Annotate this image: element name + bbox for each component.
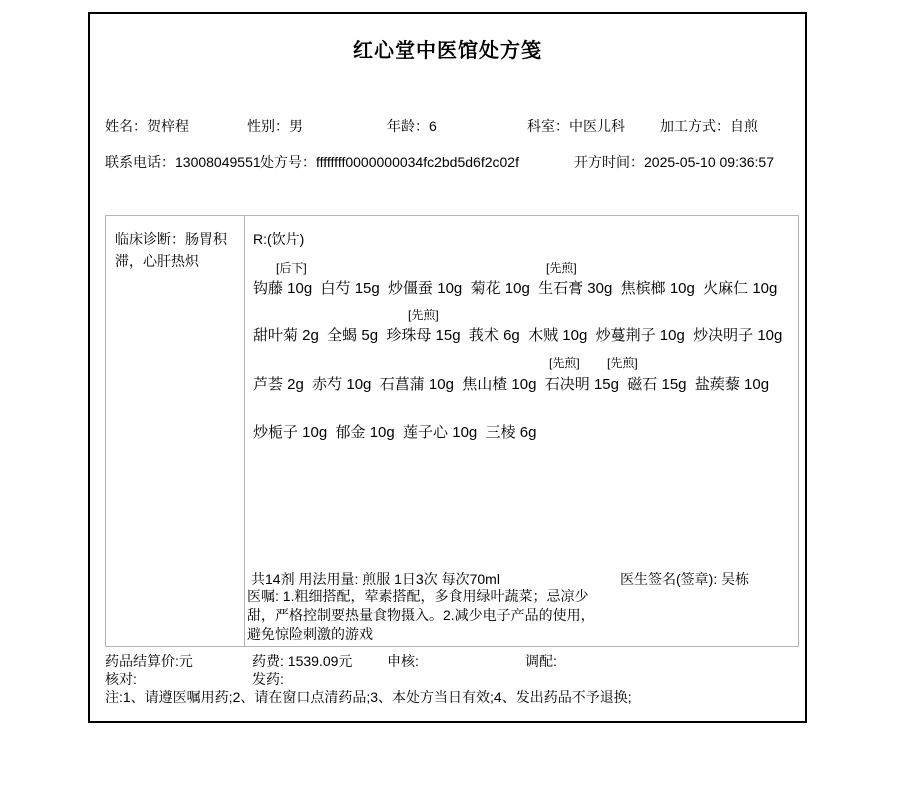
doctor-signature-label: 医生签名(签章):	[620, 571, 722, 587]
check-field	[105, 669, 137, 689]
rx-number-field	[260, 152, 519, 172]
prepare-field	[525, 651, 557, 671]
issue-time-field	[574, 152, 774, 172]
rx-number-label: 处方号：	[260, 154, 316, 170]
review-label: 申核:	[387, 653, 419, 669]
settle-price-field	[105, 651, 193, 671]
doctor-signature-field	[620, 569, 749, 589]
department-value: 中医儿科	[569, 118, 625, 134]
decoction-tag-xianjian: [先煎]	[607, 356, 638, 370]
settle-price-value: 元	[178, 653, 193, 669]
page-title: 红心堂中医馆处方笺	[353, 40, 542, 62]
usage-dosage: 共14剂 用法用量: 煎服 1日3次 每次70ml	[251, 571, 500, 587]
diagnosis-cell	[106, 216, 245, 646]
phone-label: 联系电话：	[105, 154, 175, 170]
patient-age-value: 6	[429, 118, 437, 134]
patient-name-value: 贺梓程	[147, 118, 189, 134]
clinical-diagnosis: 临床诊断：肠胃积滞，心肝热炽	[115, 231, 227, 269]
dispense-label: 发药:	[252, 671, 284, 687]
annotation-line	[246, 354, 798, 371]
fee-field	[252, 651, 352, 671]
settle-price-label: 药品结算价:	[105, 653, 179, 669]
patient-name-label: 姓名：	[105, 118, 147, 134]
patient-name-field	[105, 116, 189, 136]
dispense-field	[252, 669, 284, 689]
patient-age-label: 年龄：	[387, 118, 429, 134]
patient-gender-value: 男	[289, 118, 303, 134]
rx-cell	[246, 216, 798, 646]
drug-line-1: 钩藤 10g 白芍 15g 炒僵蚕 10g 菊花 10g 生石膏 30g 焦槟榔 10g 火麻仁 10g	[253, 280, 778, 297]
doctor-signature-value: 吴栋	[721, 571, 750, 587]
drug-line-3: 芦荟 2g 赤芍 10g 石菖蒲 10g 焦山楂 10g 石决明 15g 磁石 15g 盐蒺藜 10g	[253, 376, 770, 393]
annotation-line	[246, 306, 798, 323]
decoction-tag-xianjian: [先煎]	[549, 356, 580, 370]
phone-value: 13008049551	[175, 154, 261, 170]
medical-advice: 医嘱: 1.粗细搭配，荤素搭配，多食用绿叶蔬菜；忌凉少甜，严格控制要热量食物摄入。2.减少电子产品的使用，避免惊险刺激的游戏	[247, 588, 595, 642]
phone-field	[105, 152, 261, 172]
prescription-box	[105, 215, 799, 647]
decoction-tag-xianjian: [先煎]	[408, 308, 439, 322]
decoction-tag-xianjian: [先煎]	[546, 261, 577, 275]
issue-time-label: 开方时间：	[574, 154, 644, 170]
footer-note: 注:1、请遵医嘱用药;2、请在窗口点清药品;3、本处方当日有效;4、发出药品不予退换;	[105, 689, 632, 705]
drug-line-2: 甜叶菊 2g 全蝎 5g 珍珠母 15g 莪术 6g 木贼 10g 炒蔓荆子 10g 炒决明子 10g	[253, 327, 783, 344]
processing-method-label: 加工方式：	[660, 118, 730, 134]
fee-label: 药费:	[252, 653, 288, 669]
annotation-line	[246, 259, 798, 276]
drug-line-4: 炒栀子 10g 郁金 10g 莲子心 10g 三棱 6g	[253, 424, 537, 441]
review-field	[387, 651, 419, 671]
patient-gender-label: 性别：	[247, 118, 289, 134]
issue-time-value: 2025-05-10 09:36:57	[644, 154, 774, 170]
processing-method-value: 自煎	[730, 118, 758, 134]
check-label: 核对:	[105, 671, 137, 687]
prepare-label: 调配:	[525, 653, 557, 669]
fee-value: 1539.09元	[287, 653, 353, 669]
rx-header: R:(饮片)	[253, 231, 305, 247]
patient-age-field	[387, 116, 437, 136]
department-label: 科室：	[527, 118, 569, 134]
processing-method-field	[660, 116, 758, 136]
patient-gender-field	[247, 116, 303, 136]
prescription-sheet	[88, 12, 807, 723]
rx-number-value: ffffffff0000000034fc2bd5d6f2c02f	[316, 154, 519, 170]
decoction-tag-houxia: [后下]	[276, 261, 307, 275]
department-field	[527, 116, 625, 136]
